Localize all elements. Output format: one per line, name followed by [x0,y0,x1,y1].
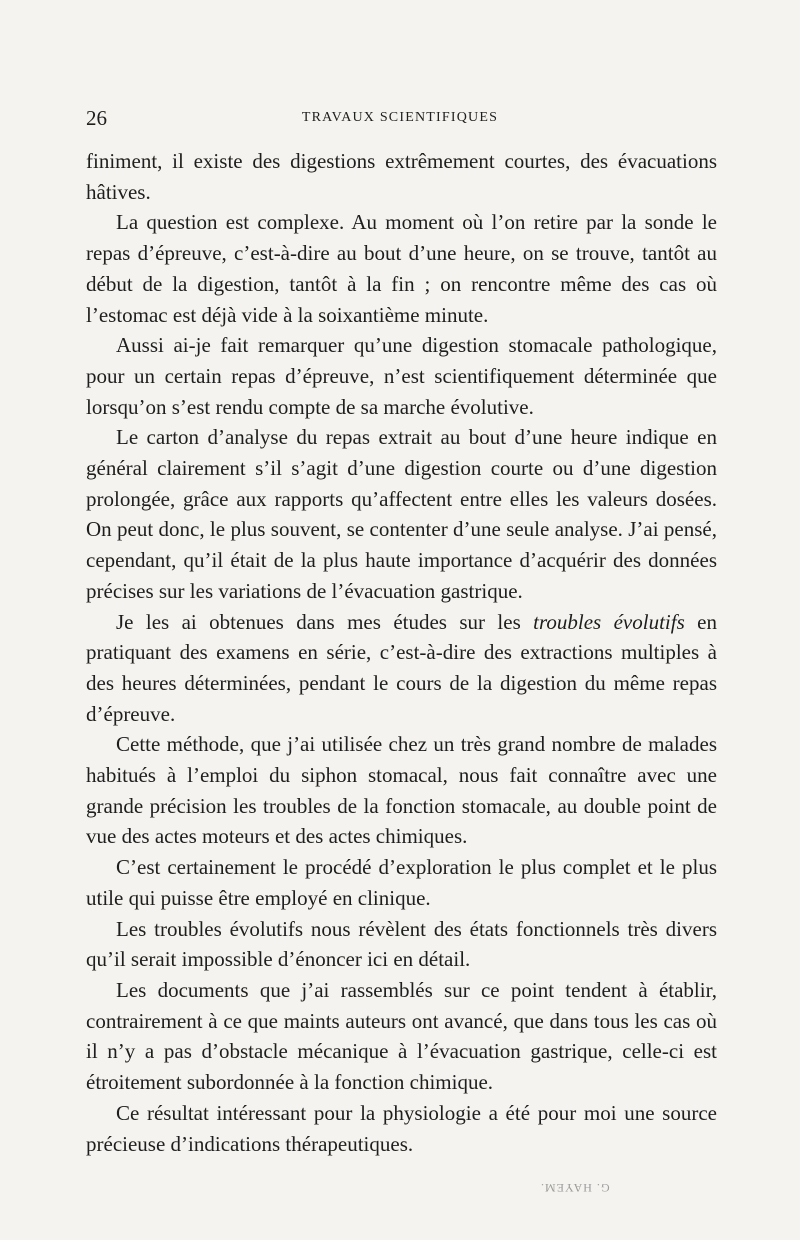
paragraph: Aussi ai-je fait remarquer qu’une digestion stomacale pathologique, pour un certain repas d’épreuve, n’est scientifiquement déterminée que lorsqu’on s’est rendu compte de sa marche évolutive. [86,333,717,419]
italic-term: troubles évolutifs [533,609,685,634]
paragraph: C’est certainement le procédé d’exploration le plus complet et le plus utile qui puisse être employé en clinique. [86,855,717,910]
paragraph: Le carton d’analyse du repas extrait au bout d’une heure indique en général clairement s’il s’agit d’une digestion courte ou d’une digestion prolongée, grâce aux rapports qu’affectent entre elles les valeurs dosées. On peut donc, le plus souvent, se contenter d’une seule analyse. J’ai pensé, cependant, qu’il était de la plus haute importance d’acquérir des données précises sur les variations de l’évacuation gastrique. [86,425,717,603]
bleed-through-signature: G. HAYEM. [540,1181,610,1195]
page-header [86,106,714,136]
paragraph: La question est complexe. Au moment où l’on retire par la sonde le repas d’épreuve, c’est-à-dire au bout d’une heure, on se trouve, tantôt au début de la digestion, tantôt à la fin ; on rencontre même des cas où l’estomac est déjà vide à la soixantième minute. [86,210,717,327]
paragraph: Cette méthode, que j’ai utilisée chez un très grand nombre de malades habitués à l’emploi du siphon stomacal, nous fait connaître avec une grande précision les troubles de la fonction stomacale, au double point de vue des actes moteurs et des actes chimiques. [86,732,717,849]
body-text [86,146,717,1159]
running-title: TRAVAUX SCIENTIFIQUES [301,110,499,125]
paragraph: Les troubles évolutifs nous révèlent des états fonctionnels très divers qu’il serait impossible d’énoncer ici en détail. [86,916,717,972]
paragraph: Les documents que j’ai rassemblés sur ce point tendent à établir, contrairement à ce que maints auteurs ont avancé, que dans tous les cas où il n’y a pas d’obstacle mécanique à l’évacuation gastrique, celle-ci est étroitement subordonnée à la fonction chimique. [86,977,717,1095]
paragraph-text: en pratiquant des examens en série, c’est-à-dire des extractions multiples à des heures déterminées, pendant le cours de la digestion du même repas d’épreuve. [86,609,717,726]
paragraph-continuation: finiment, il existe des digestions extrêmement courtes, des évacuations hâtives. [86,149,717,204]
page-number: 26 [86,106,107,130]
paragraph: Ce résultat intéressant pour la physiologie a été pour moi une source précieuse d’indications thérapeutiques. [86,1100,717,1156]
paragraph-text: Je les ai obtenues dans mes études sur les [116,609,534,634]
paragraph [86,607,717,730]
